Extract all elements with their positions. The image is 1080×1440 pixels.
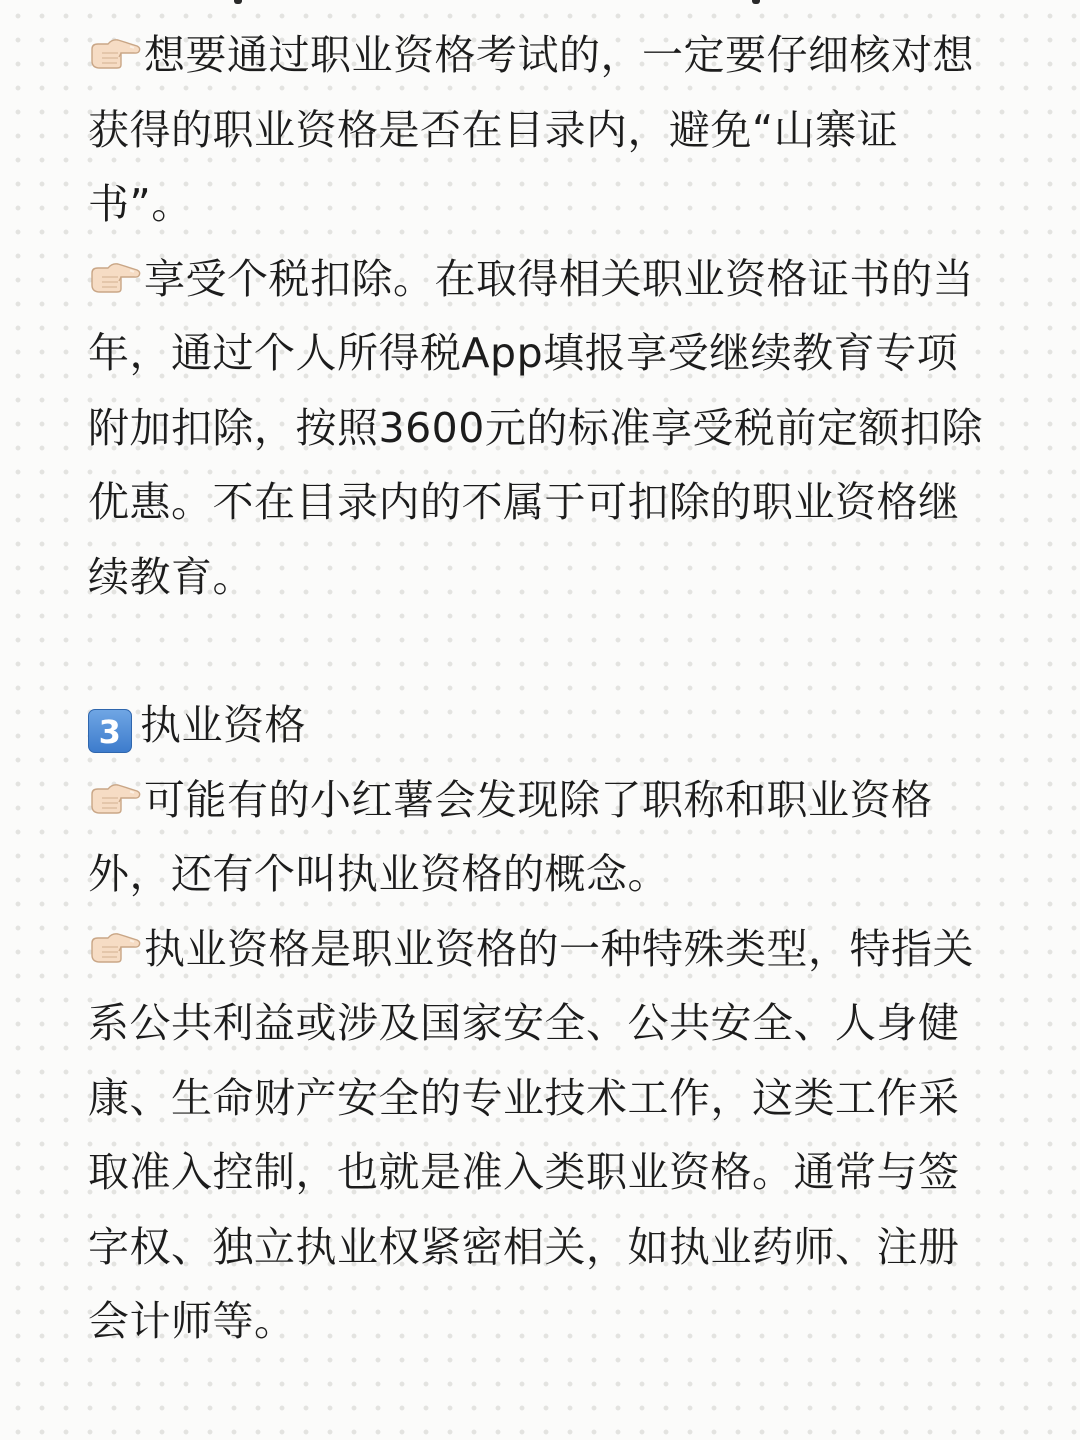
- section-heading: [88, 688, 998, 763]
- cropped-previous-line: [0, 0, 1080, 8]
- pointing-right-hand-icon: [88, 777, 142, 817]
- pointing-right-hand-icon: [88, 926, 142, 966]
- paragraph-concept-intro: [88, 763, 998, 912]
- paragraph-text: 享受个税扣除。在取得相关职业资格证书的当年，通过个人所得税App填报享受继续教育专项附加扣除，按照3600元的标准享受税前定额扣除优惠。不在目录内的不属于可扣除的职业资格继续教育。: [88, 254, 983, 601]
- pointing-right-hand-icon: [88, 32, 142, 72]
- section-heading-text: 执业资格: [140, 701, 306, 749]
- article-body: [88, 18, 998, 1359]
- pointing-right-hand-icon: [88, 256, 142, 296]
- section-spacer: [88, 614, 998, 688]
- paragraph-tax-deduction: [88, 242, 998, 615]
- keycap-digit-three-icon: 3: [88, 709, 132, 753]
- paragraph-text: 想要通过职业资格考试的，一定要仔细核对想获得的职业资格是否在目录内，避免“山寨证书”。: [88, 31, 974, 228]
- paragraph-text: 可能有的小红薯会发现除了职称和职业资格外，还有个叫执业资格的概念。: [88, 775, 933, 898]
- paragraph-text: 执业资格是职业资格的一种特殊类型，特指关系公共利益或涉及国家安全、公共安全、人身健康、生命财产安全的专业技术工作，这类工作采取准入控制，也就是准入类职业资格。通常与签字权、独立执业权紧密相关，如执业药师、注册会计师等。: [88, 924, 974, 1345]
- paragraph-exam-check: [88, 18, 998, 242]
- paragraph-practice-qualification: [88, 912, 998, 1359]
